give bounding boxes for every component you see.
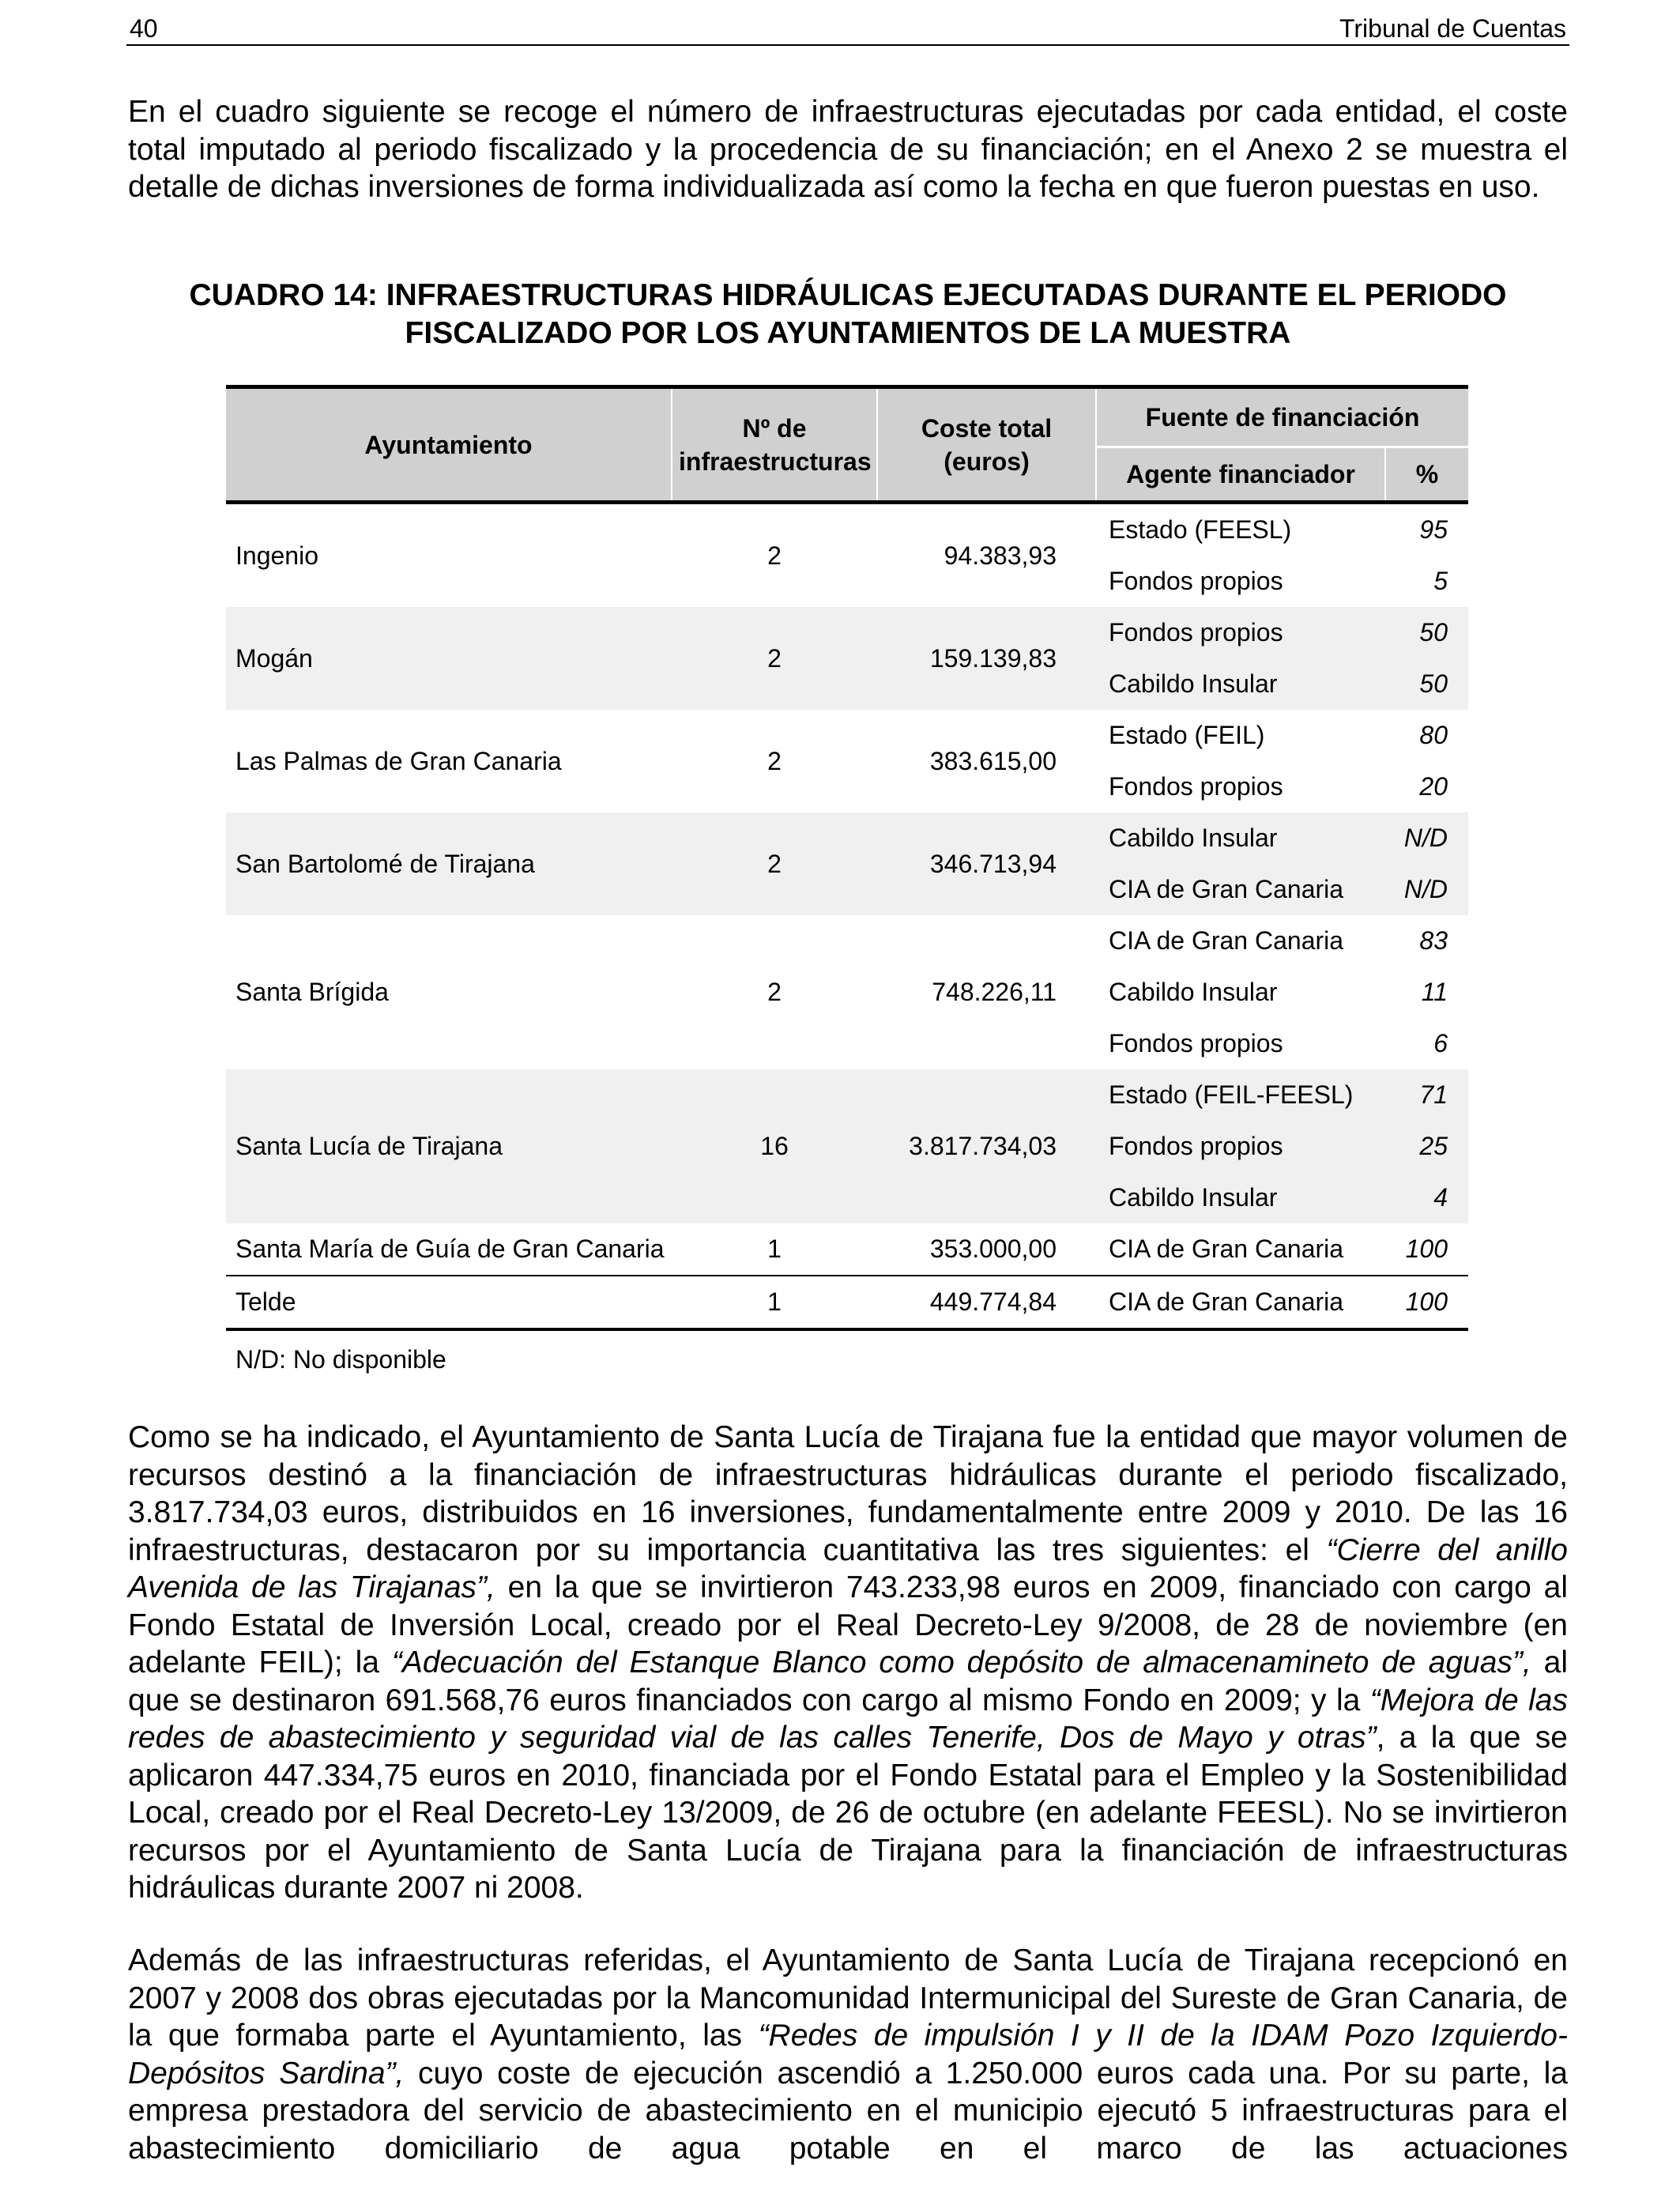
cell-pct: 11	[1421, 978, 1448, 1006]
cell-pct: 71	[1385, 1069, 1468, 1121]
cell-coste: 3.817.734,03	[877, 1069, 1096, 1223]
cell-pct: 6	[1433, 1029, 1448, 1057]
cell-num: 2	[767, 541, 782, 570]
table-group-santa-lucia	[226, 1069, 1468, 1223]
table-row	[226, 607, 1468, 658]
additional-text-1: Además de las infraestructuras referidas, el Ayuntamiento de Santa Lucía de Tirajana recepcionó en 2007 y 2008 dos obras ejecutadas por la Mancomunidad Intermunicipal del Sureste de Gran Canaria, de la que formaba parte el Ayuntamiento, las	[128, 1943, 1568, 2053]
cell-agente: CIA de Gran Canaria	[1109, 926, 1344, 955]
cell-coste: 159.139,83	[877, 607, 1096, 710]
cell-coste: 94.383,93	[944, 541, 1057, 570]
project-name-4: “Redes de impulsión I y II de la IDAM Pozo Izquierdo-Depósitos Sardina”,	[128, 2019, 1568, 2090]
cell-pct: 83	[1419, 926, 1448, 955]
intro-paragraph: En el cuadro siguiente se recoge el número de infraestructuras ejecutadas por cada entidad, el coste total imputado al periodo fiscalizado y la procedencia de su financiación; en el Anexo 2 se muestra el detalle de dichas inversiones de forma individualizada así como la fecha en que fueron puestas en uso.	[128, 95, 1568, 204]
project-name-2: “Adecuación del Estanque Blanco como depósito de almacenamineto de aguas”,	[391, 1646, 1531, 1679]
financing-table	[226, 385, 1468, 1331]
cell-pct: 100	[1385, 1223, 1468, 1276]
header-coste-line-1: Coste total	[921, 413, 1053, 443]
cell-pct: 25	[1385, 1121, 1468, 1172]
cell-ayuntamiento: Santa Lucía de Tirajana	[226, 1069, 672, 1223]
cell-pct: 95	[1419, 515, 1448, 544]
cell-num: 2	[672, 607, 877, 710]
analysis-paragraph	[128, 1419, 1568, 1907]
page-number: 40	[130, 14, 158, 43]
cell-agente: CIA de Gran Canaria	[1096, 1223, 1385, 1276]
table-group-las-palmas	[226, 710, 1468, 812]
cell-pct: N/D	[1385, 812, 1468, 864]
header-agente-financiador: Agente financiador	[1096, 447, 1385, 503]
analysis-text-2: en la que se invirtieron 743.233,98 euros en 2009, financiado con cargo al Fondo Estatal de Inversión Local, creado por el Real Decreto-Ley 9/2008, de 28 de noviembre (en adelante FEIL); la	[128, 1570, 1568, 1679]
project-name-1: “Cierre del anillo Avenida de las Tirajanas”,	[128, 1532, 1568, 1604]
cell-agente: Estado (FEIL)	[1109, 721, 1265, 749]
table-footnote: N/D: No disponible	[235, 1345, 446, 1374]
cell-coste: 346.713,94	[877, 812, 1096, 915]
cell-num: 16	[672, 1069, 877, 1223]
table-row	[226, 915, 1468, 967]
table-row	[226, 812, 1468, 864]
cell-num: 2	[767, 978, 782, 1006]
cell-pct: 50	[1385, 607, 1468, 658]
cell-agente: CIA de Gran Canaria	[1096, 1276, 1385, 1329]
cell-agente: Cabildo Insular	[1096, 1172, 1385, 1223]
cell-num: 2	[672, 812, 877, 915]
analysis-text-4: , a la que se aplicaron 447.334,75 euros en 2010, financiada por el Fondo Estatal para el Empleo y la Sostenibilidad Local, creado por el Real Decreto-Ley 13/2009, de 26 de octubre (en adelante FEESL). No se invirtieron recursos por el Ayuntamiento de Santa Lucía de Tirajana para la financiación de infraestructuras hidráulicas durante 2007 ni 2008.	[128, 1721, 1568, 1905]
page-header	[126, 8, 1569, 46]
cell-agente: Cabildo Insular	[1096, 812, 1385, 864]
cell-agente: Fondos propios	[1109, 772, 1283, 801]
table-caption-line-2: FISCALIZADO POR LOS AYUNTAMIENTOS DE LA MUESTRA	[405, 316, 1291, 350]
table-row	[226, 1069, 1468, 1121]
table-header	[226, 387, 1468, 503]
analysis-text-3: al que se destinaron 691.568,76 euros financiados con cargo al mismo Fondo en 2009; y la	[128, 1646, 1568, 1717]
cell-pct: 100	[1385, 1276, 1468, 1329]
table-row	[226, 1223, 1468, 1276]
cell-pct: 50	[1385, 658, 1468, 710]
cell-ayuntamiento: Telde	[226, 1276, 672, 1329]
cell-num: 2	[767, 746, 782, 775]
cell-ayuntamiento: Ingenio	[235, 541, 318, 570]
cell-agente: CIA de Gran Canaria	[1096, 864, 1385, 915]
table-group-mogan	[226, 607, 1468, 710]
table-group-san-bartolome	[226, 812, 1468, 915]
cell-num: 1	[672, 1223, 877, 1276]
cell-coste: 748.226,11	[932, 978, 1057, 1006]
cell-agente: Fondos propios	[1109, 1029, 1283, 1057]
header-ayuntamiento: Ayuntamiento	[226, 387, 672, 503]
header-coste-total	[877, 387, 1096, 503]
cell-ayuntamiento: Las Palmas de Gran Canaria	[235, 746, 562, 775]
cell-ayuntamiento: San Bartolomé de Tirajana	[226, 812, 672, 915]
table-row	[226, 503, 1468, 556]
header-num-infraestructuras	[672, 387, 877, 503]
cell-ayuntamiento: Mogán	[226, 607, 672, 710]
cell-agente: Estado (FEIL-FEESL)	[1096, 1069, 1385, 1121]
table-group-santa-brigida	[226, 915, 1468, 1069]
table-group-ingenio	[226, 503, 1468, 608]
cell-agente: Fondos propios	[1109, 567, 1283, 595]
table-caption	[128, 277, 1568, 352]
financing-table-container	[226, 385, 1468, 1374]
cell-agente: Fondos propios	[1096, 607, 1385, 658]
project-name-3: “Mejora de las redes de abastecimiento y seguridad vial de las calles Tenerife, Dos de Mayo y otras”	[128, 1683, 1568, 1755]
cell-pct: 20	[1419, 772, 1448, 801]
cell-ayuntamiento: Santa María de Guía de Gran Canaria	[226, 1223, 672, 1276]
cell-coste: 449.774,84	[877, 1276, 1096, 1329]
cell-coste: 383.615,00	[929, 746, 1057, 775]
header-fuente-financiacion: Fuente de financiación	[1096, 387, 1468, 447]
cell-coste: 353.000,00	[877, 1223, 1096, 1276]
table-row	[226, 710, 1468, 761]
cell-agente: Cabildo Insular	[1109, 978, 1278, 1006]
cell-pct: 80	[1419, 721, 1448, 749]
table-group-santa-maria-guia	[226, 1223, 1468, 1276]
header-percent: %	[1385, 447, 1468, 503]
cell-agente: Estado (FEESL)	[1109, 515, 1292, 544]
table-row	[226, 1276, 1468, 1329]
header-num-line-1: Nº de	[742, 413, 807, 443]
cell-pct: N/D	[1385, 864, 1468, 915]
cell-pct: 5	[1433, 567, 1448, 595]
additional-paragraph	[128, 1942, 1568, 2167]
header-coste-line-2: (euros)	[944, 447, 1030, 476]
analysis-text-1: Como se ha indicado, el Ayuntamiento de Santa Lucía de Tirajana fue la entidad que mayor volumen de recursos destinó a la financiación de infraestructuras hidráulicas durante el periodo fiscalizado, 3.817.734,03 euros, distribuidos en 16 inversiones, fundamentalmente entre 2009 y 2010. De las 16 infraestructuras, destacaron por su importancia cuantitativa las tres siguientes: el	[128, 1420, 1568, 1567]
cell-agente: Fondos propios	[1096, 1121, 1385, 1172]
cell-pct: 4	[1385, 1172, 1468, 1223]
table-group-telde	[226, 1276, 1468, 1329]
header-organization: Tribunal de Cuentas	[1339, 14, 1566, 43]
cell-agente: Cabildo Insular	[1096, 658, 1385, 710]
cell-ayuntamiento: Santa Brígida	[235, 978, 389, 1006]
header-num-line-2: infraestructuras	[679, 447, 872, 476]
cell-num: 1	[672, 1276, 877, 1329]
table-caption-line-1: CUADRO 14: INFRAESTRUCTURAS HIDRÁULICAS EJECUTADAS DURANTE EL PERIODO	[189, 278, 1507, 312]
additional-text-2: cuyo coste de ejecución ascendió a 1.250.000 euros cada una. Por su parte, la empresa prestadora del servicio de abastecimiento en el municipio ejecutó 5 infraestructuras para el abastecimiento domiciliario de agua potable en el marco de las actuaciones	[128, 2056, 1568, 2166]
